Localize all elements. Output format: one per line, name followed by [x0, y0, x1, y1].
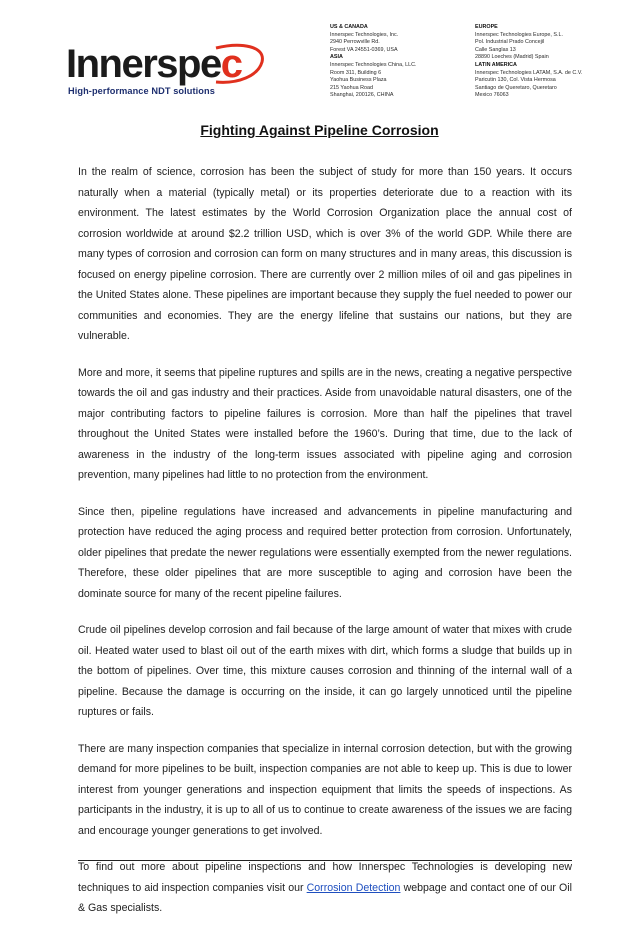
corrosion-detection-link[interactable]: Corrosion Detection: [306, 881, 401, 894]
address-line: Yaohua Business Plaza: [330, 77, 387, 84]
logo-tagline: High-performance NDT solutions: [68, 86, 215, 96]
address-line: Innerspec Technologies, Inc.: [330, 31, 399, 38]
paragraph-5: There are many inspection companies that specialize in internal corrosion detection, but with the growing demand for more pipelines to be built, inspection companies are not able to keep up. This is due to lower interest from younger generations and inspection equipment that limits the speeds of inspections. As participants in the industry, it is up to all of us to continue to create awareness of the issues we are facing and encourage younger generations to get involved.: [78, 742, 572, 837]
paragraph-2: More and more, it seems that pipeline ruptures and spills are in the news, creating a negative perspective towards the oil and gas industry and their practices. Aside from unavoidable natural disasters, one of the major contributing factors to pipeline failures is corrosion. More than half the pipelines that travel throughout the United States were installed before the 1960’s. During that time, due to the lack of awareness in the industry of the long-term issues associated with pipeline aging and corrosion prevention, many pipelines had little to no protection from the environment.: [78, 366, 572, 481]
address-line: Shanghai, 200126, CHINA: [330, 92, 394, 99]
address-line: 215 Yaohua Road: [330, 84, 373, 91]
address-line: Mexico 76063: [475, 92, 509, 99]
region-latin-america: LATIN AMERICA: [475, 61, 517, 68]
paragraph-closing: [78, 857, 572, 919]
address-column-left: [330, 24, 417, 100]
region-asia: ASIA: [330, 54, 343, 61]
address-line: Innerspec Technologies LATAM, S.A. de C.V.: [475, 69, 583, 76]
closing-text-after-link: webpage and contact one of our Oil & Gas specialists.: [78, 881, 572, 914]
logo-word-accent: c: [220, 42, 242, 86]
paragraph-4: Crude oil pipelines develop corrosion and fail because of the large amount of water that mixes with crude oil. Heated water used to blast oil out of the earth mixes with dirt, which forms a sludge that builds up in the bottom of pipelines. Over time, this mixture causes corrosion and thinning of the internal wall of a pipeline. Because the damage is occurring on the inside, it can go largely unnoticed until the pipeline ruptures or fails.: [78, 624, 572, 718]
paragraph-3: Since then, pipeline regulations have increased and advancements in pipeline manufacturing and protection have reduced the aging process and required better protection from corrosion. Unfortunately, older pipelines that predate the newer regulations were essentially exempted from the newer regulations. Therefore, these older pipelines that are more susceptible to aging and corrosion have been the dominate source for many of the recent pipeline failures.: [78, 505, 572, 600]
document-body: [78, 162, 572, 935]
address-line: 2940 Perrowville Rd.: [330, 39, 380, 46]
paragraph-1: In the realm of science, corrosion has been the subject of study for more than 150 years. It occurs naturally when a material (typically metal) or its properties deteriorate due to a reaction with its environment. The latest estimates by the World Corrosion Organization place the annual cost of corrosion worldwide at around $2.2 trillion USD, which is over 3% of the world GDP. While there are many types of corrosion and corrosion can form on many structures and in many areas, this discussion is focused on energy pipeline corrosion. There are currently over 2 million miles of oil and gas pipelines in the United States alone. These pipelines are important because they supply the fuel needed to power our communities and economies. They are the energy lifeline that sustains our nations, but they are vulnerable.: [78, 166, 572, 342]
closing-text-before-link: To find out more about pipeline inspections and how Innerspec Technologies is developing new techniques to aid inspection companies visit our: [78, 861, 572, 894]
address-column-right: [475, 24, 582, 100]
region-europe: EUROPE: [475, 24, 498, 30]
address-line: Santiago de Queretaro, Queretaro: [475, 84, 557, 91]
address-line: Room 311, Building 6: [330, 69, 382, 76]
address-line: Innerspec Technologies Europe, S.L.: [475, 31, 564, 38]
document-title: Fighting Against Pipeline Corrosion: [200, 122, 439, 138]
region-us-canada: US & CANADA: [330, 24, 368, 30]
address-line: Forest VA 24551-0369, USA: [330, 46, 398, 53]
innerspec-logo: [66, 42, 271, 100]
address-line: Pol. Industrial Prado Concejil: [475, 39, 545, 46]
logo-wordmark: [66, 42, 241, 86]
address-line: Innerspec Technologies China, LLC.: [330, 61, 417, 68]
footer-divider: [78, 860, 572, 861]
address-line: 28890 Loeches (Madrid) Spain: [475, 54, 549, 61]
address-line: Calle Sanglas 13: [475, 46, 516, 53]
address-line: Paricutin 130, Col. Vista Hermosa: [475, 77, 556, 84]
logo-word-main: Innerspe: [66, 42, 221, 86]
